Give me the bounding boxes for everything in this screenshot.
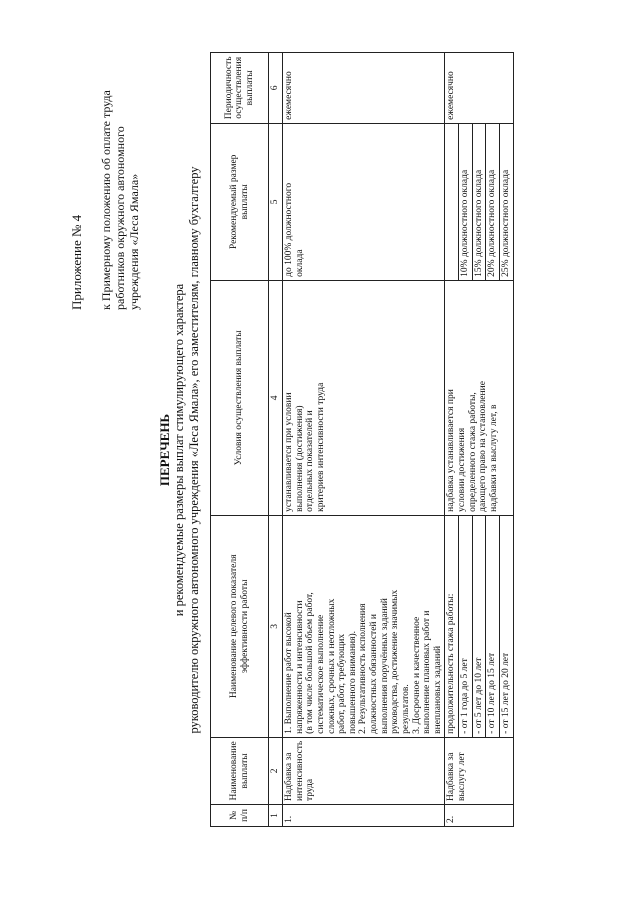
seniority-range: - от 10 лет до 15 лет [486,515,500,737]
header-cell-period: Периодичность осуществления выплаты [211,52,269,123]
row-number: 1. [283,805,445,827]
seniority-range: - от 5 лет до 10 лет [472,515,486,737]
size-text: до 100% должностного оклада [283,123,445,280]
seniority-size: 20% должностного оклада [486,123,500,280]
table-row-seniority [445,52,459,826]
row-number: 2. [445,805,513,827]
document-title: ПЕРЕЧЕНЬ [157,413,172,487]
column-number: 5 [269,123,283,280]
header-cell-payment-name: Наименование выплаты [211,737,269,804]
column-number: 4 [269,280,283,515]
column-number-row [269,52,283,826]
payment-name: Надбавка за интенсивность труда [283,737,445,804]
header-cell-size: Рекомендуемый размер выплаты [211,123,269,280]
seniority-range: - от 1 года до 5 лет [459,515,473,737]
header-cell-number: № п/п [211,805,269,827]
document-subtitle-line-1: и рекомендуемые размеры выплат стимулирующего характера [172,283,186,617]
conditions-text: устанавливается при условии выполнения (достижения) отдельных показателей и критериев интенсивности труда [283,280,445,515]
period-text: ежемесячно [283,52,445,123]
column-number: 2 [269,737,283,804]
period-text: ежемесячно [445,52,513,123]
seniority-size: 25% должностного оклада [499,123,513,280]
indicator-text: продолжительность стажа работы: [445,515,459,737]
column-number: 3 [269,515,283,737]
table-header-row [211,52,269,826]
indicator-text: 1. Выполнение работ высокой напряженности и интенсивности (в том числе большой объем работ, систематическое выполнение сложных, срочных и неотложных работ, работ, требующих повышенного внимания). 2. Результативность исполнения должностных обязанностей и выполнения поручённых заданий руководства, достижение значимых результатов. 3. Досрочное и качественное выполнение плановых работ и внеплановых заданий [283,515,445,737]
size-text [445,123,459,280]
seniority-size: 15% должностного оклада [472,123,486,280]
appendix-ref-line-1: к Примерному положению об оплате труда [99,90,113,310]
appendix-ref-line-3: учреждения «Леса Ямала» [127,173,141,310]
column-number: 6 [269,52,283,123]
appendix-number: Приложение № 4 [69,214,84,310]
document-subtitle-line-2: руководителю окружного автономного учреждения «Леса Ямала», его заместителям, главному бухгалтеру [187,166,201,734]
conditions-text: надбавка устанавливается при условии достижения определенного стажа работы, дающего право на установление надбавки за выслугу лет, в [445,280,513,515]
header-cell-conditions: Условия осуществления выплаты [211,280,269,515]
seniority-range: - от 15 лет до 20 лет [499,515,513,737]
column-number: 1 [269,805,283,827]
seniority-size: 10% должностного оклада [459,123,473,280]
appendix-ref-line-2: работников окружного автономного [113,126,127,310]
header-cell-indicator: Наименование целевого показателя эффективности работы [211,515,269,737]
table-row-intensity [283,52,445,826]
payments-table [210,52,514,827]
payment-name: Надбавка за выслугу лет [445,737,513,804]
